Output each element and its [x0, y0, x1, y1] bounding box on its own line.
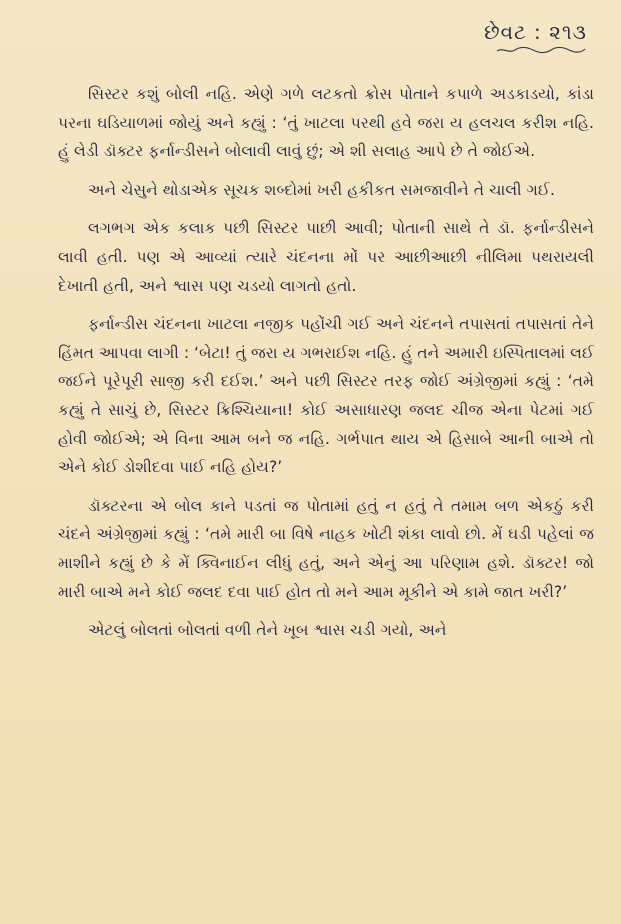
paragraph: ડૉક્ટરના એ બોલ કાને પડતાં જ પોતામાં હતું ન હતું તે તમામ બળ એકઠું કરી ચંદને અંગ્રેજીમાં કહ્યું : ‘તમે મારી બા વિષે નાહક ખોટી શંકા લાવો છો. મેં ઘડી પહેલાં જ માશીને કહ્યું છે કે મેં ક્વિનાઈન લીધું હતું, અને એનું આ પરિણામ હશે. ડૉક્ટર! જો મારી બાએ મને કોઈ જલદ દવા પાઈ હોત તો મને આમ મૂકીને એ કામે જાત ખરી?’: [58, 496, 594, 601]
header-flourish: [495, 46, 587, 54]
paragraph: લગભગ એક કલાક પછી સિસ્ટર પાછી આવી; પોતાની સાથે તે ડૉ. ફર્નાન્ડીસને લાવી હતી. પણ એ આવ્યાં ત્યારે ચંદનના મોં પર આછીઆછી નીલિમા પથરાયલી દેખાતી હતી, અને શ્વાસ પણ ચડયો લાગતો હતો.: [58, 219, 594, 295]
running-head: છેવટ : ૨૧૩: [484, 20, 587, 44]
paragraph: અને ચેસુને થોડાએક સૂચક શબ્દોમાં ખરી હકીકત સમજાવીને તે ચાલી ગઈ.: [88, 180, 555, 199]
paragraph: ફર્નાન્ડીસ ચંદનના ખાટલા નજીક પહોંચી ગઈ અને ચંદનને તપાસતાં તપાસતાં તેને હિંમત આપવા લાગી : ‘બેટા! તું જરા ય ગભરાઈશ નહિ. હું તને અમારી ઇસ્પિતાલમાં લઈ જઈને પૂરેપૂરી સાજી કરી દઈશ.’ અને પછી સિસ્ટર તરફ જોઈ અંગ્રેજીમાં કહ્યું : ‘તમે કહ્યું તે સાચું છે, સિસ્ટર ક્રિશ્ચિયાના! કોઈ અસાધારણ જલદ ચીજ એના પેટમાં ગઈ હોવી જોઈએ; એ વિના આમ બને જ નહિ. ગર્ભપાત થાય એ હિસાબે આની બાએ તો એને કોઈ ડોશીદવા પાઈ નહિ હોય?’: [58, 315, 594, 477]
page-header: [484, 20, 587, 54]
paragraph: એટલું બોલતાં બોલતાં વળી તેને ખૂબ શ્વાસ ચડી ગયો, અને: [88, 621, 447, 640]
body-text: [58, 80, 594, 645]
paragraph: સિસ્ટર કશું બોલી નહિ. એણે ગળે લટકતો ક્રોસ પોતાને કપાળે અડકાડયો, કાંડા પરના ઘડિયાળમાં જોયું અને કહ્યું : ‘તું ખાટલા પરથી હવે જરા ય હલચલ કરીશ નહિ. હું લેડી ડૉક્ટર ફર્નાન્ડીસને બોલાવી લાવું છું; એ શી સલાહ આપે છે તે જોઈએ.: [58, 85, 594, 161]
